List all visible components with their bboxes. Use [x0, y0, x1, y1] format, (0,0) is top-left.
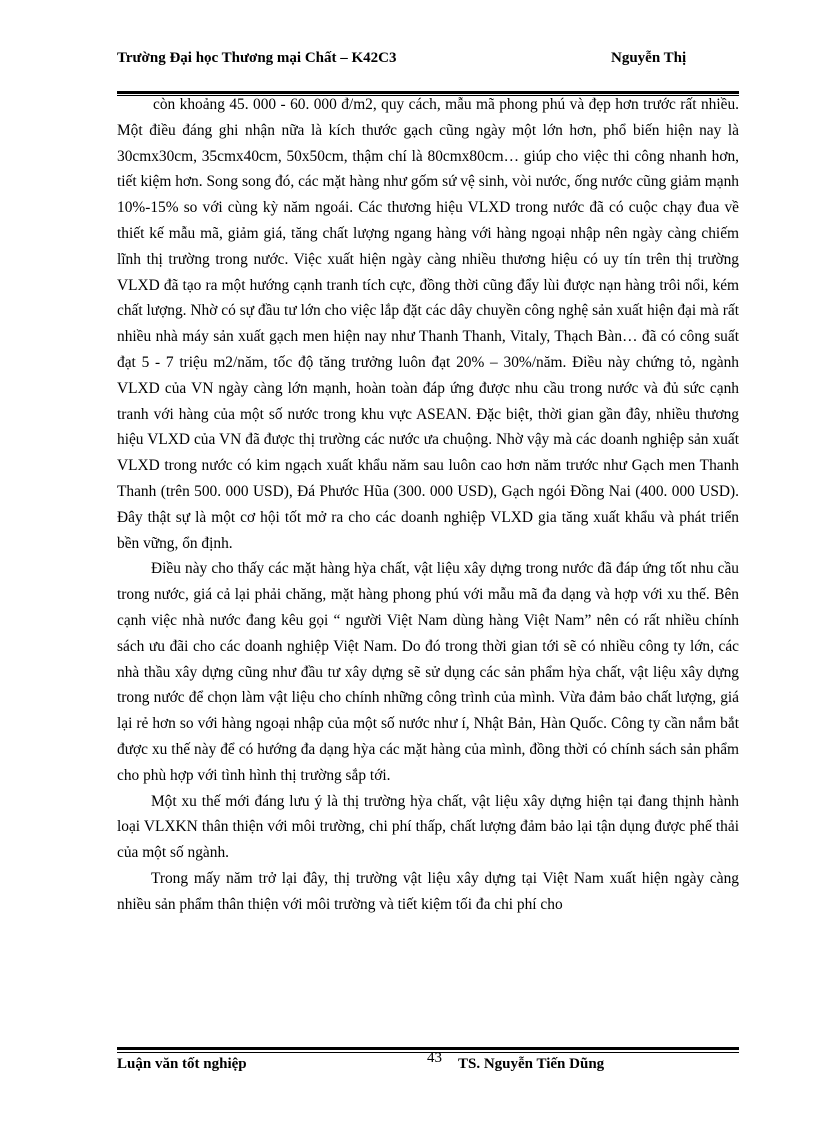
footer-supervisor: TS. Nguyễn Tiến Dũng — [458, 1056, 605, 1072]
document-body — [117, 92, 739, 918]
paragraph-3: Một xu thế mới đáng lưu ý là thị trường hỳa chất, vật liệu xây dựng hiện tại đang thịnh hành loại VLXKN thân thiện với môi trường, chi phí thấp, chất lượng đảm bảo lại tận dụng được phế thải của một số ngành. — [117, 792, 739, 862]
paragraph-1: còn khoảng 45. 000 - 60. 000 đ/m2, quy cách, mẫu mã phong phú và đẹp hơn trước rất nhiều. Một điều đáng ghi nhận nữa là kích thước gạch cũng ngày một lớn hơn, phổ biến hiện nay là 30cmx30cm, 35cmx40cm, 50x50cm, thậm chí là 80cmx80cm… giúp cho việc thi công nhanh hơn, tiết kiệm hơn. Song song đó, các mặt hàng như gốm sứ vệ sinh, vòi nước, ống nước cũng giảm mạnh 10%-15% so với cùng kỳ năm ngoái. Các thương hiệu VLXD trong nước đã có cuộc chạy đua về thiết kế mẫu mã, giảm giá, tăng chất lượng ngang hàng với hàng ngoại nhập nên ngày càng chiếm lĩnh thị trường trong nước. Việc xuất hiện ngày càng nhiều thương hiệu có uy tín trên thị trường VLXD đã tạo ra một hướng cạnh tranh tích cực, đồng thời cũng đẩy lùi được nạn hàng trôi nổi, kém chất lượng. Nhờ có sự đầu tư lớn cho việc lắp đặt các dây chuyền công nghệ sản xuất hiện đại mà rất nhiều nhà máy sản xuất gạch men hiện nay như Thanh Thanh, Vitaly, Thạch Bàn… đã có công suất đạt 5 - 7 triệu m2/năm, tốc độ tăng trưởng luôn đạt 20% – 30%/năm. Điều này chứng tỏ, ngành VLXD của VN ngày càng lớn mạnh, hoàn toàn đáp ứng được nhu cầu trong nước và đủ sức cạnh tranh với hàng của một số nước trong khu vực ASEAN. Đặc biệt, thời gian gần đây, nhiều thương hiệu VLXD của VN đã được thị trường các nước ưa chuộng. Nhờ vậy mà các doanh nghiệp sản xuất VLXD trong nước có kim ngạch xuất khẩu năm sau luôn cao hơn năm trước như Gạch men Thanh Thanh (trên 500. 000 USD), Đá Phước Hũa (300. 000 USD), Gạch ngói Đồng Nai (400. 000 USD). Đây thật sự là một cơ hội tốt mở ra cho các doanh nghiệp VLXD gia tăng xuất khẩu và phát triển bền vững, ổn định. — [117, 96, 739, 552]
header-author: Nguyễn Thị — [611, 50, 687, 66]
page-header — [117, 49, 739, 91]
paragraph-4: Trong mấy năm trở lại đây, thị trường vật liệu xây dựng tại Việt Nam xuất hiện ngày càng nhiều sản phẩm thân thiện với môi trường và tiết kiệm tối đa chi phí cho — [117, 869, 739, 913]
page-number: 43 — [427, 1050, 442, 1066]
header-school: Trường Đại học Thương mại Chất – K42C3 — [117, 50, 397, 66]
footer-thesis-label: Luận văn tốt nghiệp — [117, 1056, 247, 1072]
paragraph-2: Điều này cho thấy các mặt hàng hỳa chất, vật liệu xây dựng trong nước đã đáp ứng tốt nhu cầu trong nước, giá cả lại phải chăng, mặt hàng phong phú với mẫu mã đa dạng và hợp với xu thế. Bên cạnh việc nhà nước đang kêu gọi “ người Việt Nam dùng hàng Việt Nam” nên có rất nhiều chính sách ưu đãi cho các doanh nghiệp Việt Nam. Do đó trong thời gian tới sẽ có nhiều công ty lớn, các nhà thầu xây dựng cũng như đầu tư xây dựng sẽ sử dụng các sản phẩm hỳa chất, vật liệu xây dựng trong nước để chọn làm vật liệu cho chính những công trình của mình. Vừa đảm bảo chất lượng, giá lại rẻ hơn so với hàng ngoại nhập của một số nước như í, Nhật Bản, Hàn Quốc. Công ty cần nắm bắt được xu thế này để có hướng đa dạng hỳa các mặt hàng của mình, đồng thời có chính sách sản phẩm cho phù hợp với tình hình thị trường sắp tới. — [117, 560, 739, 784]
